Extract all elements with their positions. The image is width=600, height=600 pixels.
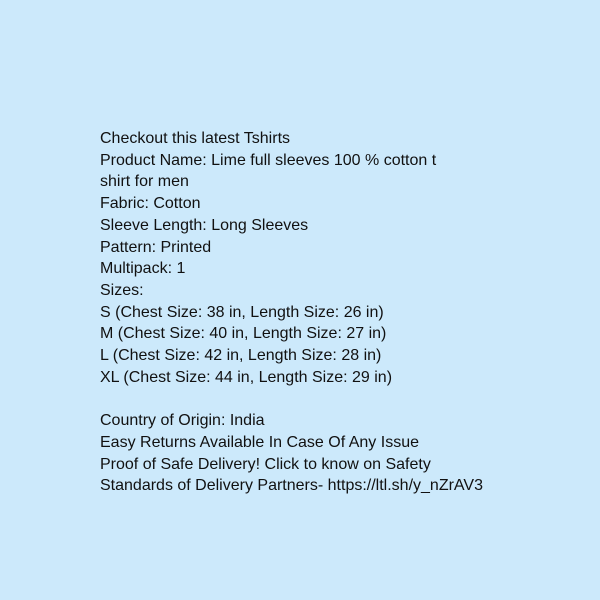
sleeve-length-text: Sleeve Length: Long Sleeves — [100, 216, 309, 234]
product-name-line-1: Product Name: Lime full sleeves 100 % cotton t — [100, 151, 437, 169]
delivery-text-line-1: Proof of Safe Delivery! Click to know on Safety — [100, 455, 431, 473]
delivery-text-line-2: Standards of Delivery Partners- https://ltl.sh/y_nZrAV3 — [100, 477, 483, 495]
size-l: L (Chest Size: 42 in, Length Size: 28 in) — [100, 347, 382, 365]
country-of-origin-text: Country of Origin: India — [100, 412, 265, 430]
size-xl: XL (Chest Size: 44 in, Length Size: 29 in) — [100, 368, 393, 386]
blank-line — [100, 388, 540, 410]
product-description — [100, 128, 540, 497]
multipack-text: Multipack: 1 — [100, 260, 186, 278]
size-m: M (Chest Size: 40 in, Length Size: 27 in) — [100, 325, 387, 343]
returns-text: Easy Returns Available In Case Of Any Issue — [100, 433, 419, 451]
fabric-text: Fabric: Cotton — [100, 195, 201, 213]
pattern-text: Pattern: Printed — [100, 238, 212, 256]
size-s: S (Chest Size: 38 in, Length Size: 26 in) — [100, 303, 384, 321]
sizes-heading: Sizes: — [100, 281, 144, 299]
intro-text: Checkout this latest Tshirts — [100, 130, 291, 147]
product-name-line-2: shirt for men — [100, 173, 189, 191]
